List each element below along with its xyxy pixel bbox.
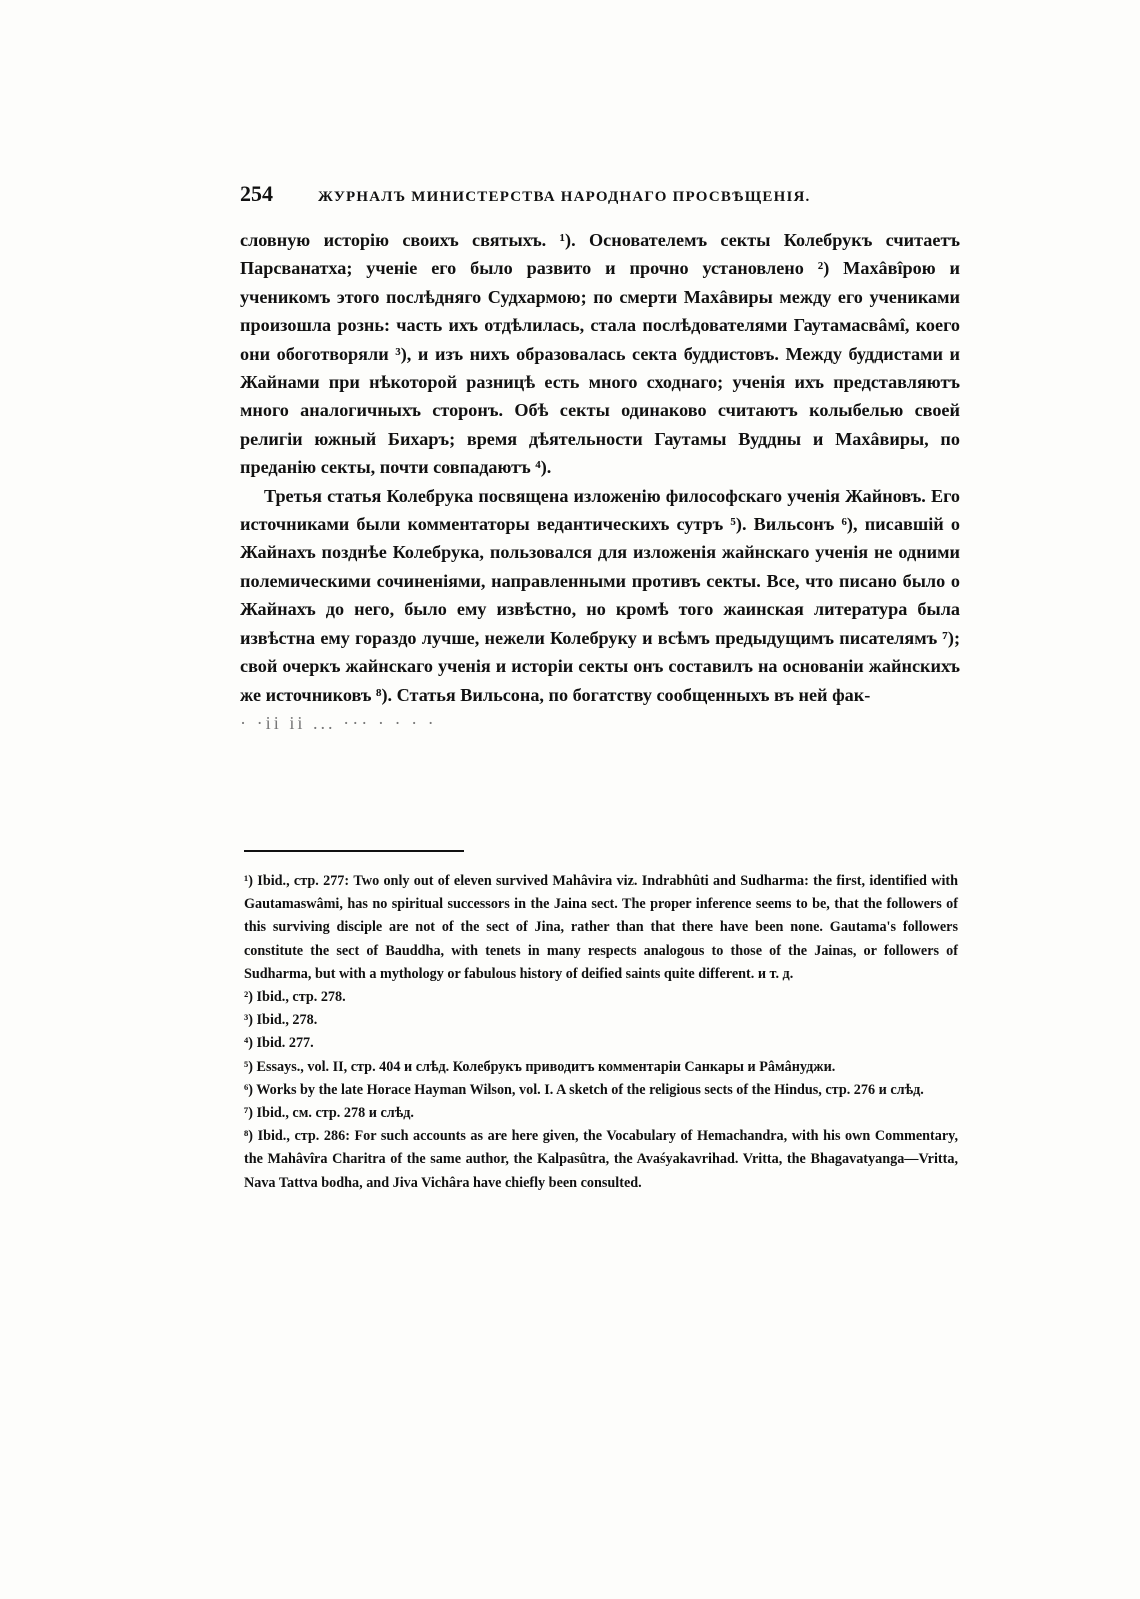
footnote-2 xyxy=(244,986,958,1009)
paragraph-1: словную исторію своихъ святыхъ. ¹). Основателемъ секты Колебрукъ считаетъ Парсванатха; ученіе его было развито и прочно установлено ²) Махâвîрою и ученикомъ этого послѣдняго Судхармою; по смерти Махâвиры между его учениками произошла рознь: часть ихъ отдѣлилась, стала послѣдователями Гаутамасвâмî, коего они обоготворяли ³), и изъ нихъ образовалась секта буддистовъ. Между буддистами и Жайнами при нѣкоторой разницѣ есть много сходнаго; ученія ихъ представляютъ много аналогичныхъ сторонъ. Обѣ секты одинаково считаютъ колыбелью своей религіи южный Бихаръ; время дѣятельности Гаутамы Вуддны и Махâвиры, по преданію секты, почти совпадаютъ ⁴). xyxy=(240,230,960,478)
footnote-mark: ⁴) xyxy=(244,1035,253,1052)
footnote-1 xyxy=(244,870,958,986)
footnote-text: Ibid. 277. xyxy=(256,1035,314,1052)
footnote-text: Ibid., стр. 278. xyxy=(256,989,346,1006)
footnote-text: Ibid., см. стр. 278 и слѣд. xyxy=(256,1105,414,1122)
footnote-7 xyxy=(244,1102,958,1125)
footnote-mark: ⁵) xyxy=(244,1058,253,1075)
footnote-5 xyxy=(244,1056,958,1079)
footnote-3 xyxy=(244,1009,958,1032)
footnote-mark: ⁷) xyxy=(244,1105,253,1122)
paragraph-2: Третья статья Колебрука посвящена изложенію философскаго ученія Жайновъ. Его источниками были комментаторы ведантическихъ сутръ ⁵). Вильсонъ ⁶), писавшій о Жайнахъ позднѣе Колебрука, пользовался для изложенія жайнскаго ученія не одними полемическими сочиненіями, направленными противъ секты. Все, что писано было о Жайнахъ до него, было ему извѣстно, но кромѣ того жаинская литература была извѣстна ему гораздо лучше, нежели Колебруку и всѣмъ предыдущимъ писателямъ ⁷); свой очеркъ жайнскаго ученія и исторіи секты онъ составилъ на основаніи жайнскихъ же источниковъ ⁸). Статья Вильсона, по богатству сообщенныхъ въ ней фак- xyxy=(240,485,960,705)
footnote-text: Ibid., 278. xyxy=(256,1012,318,1029)
footnote-6 xyxy=(244,1079,958,1102)
footnote-mark: ⁶) xyxy=(244,1081,253,1098)
footnote-mark: ³) xyxy=(244,1012,253,1029)
footnote-text: Works by the late Horace Hayman Wilson, vol. I. A sketch of the religious sects of the Hindus, стр. 276 и слѣд. xyxy=(256,1081,924,1098)
footnote-text: Ibid., стр. 286: For such accounts as are here given, the Vocabulary of Hemachandra, with his own Commentary, the Mahâvîra Charitra of the same author, the Kalpasûtra, the Avaśyakavrihad. Vritta, the Bhagavatyanga—Vritta, Nava Tattva bodha, and Jiva Vichâra have chiefly been consulted. xyxy=(244,1128,958,1191)
footnote-separator xyxy=(244,850,464,852)
running-title: ЖУРНАЛЪ МИНИСТЕРСТВА НАРОДНАГО ПРОСВѢЩЕНІЯ. xyxy=(318,189,811,205)
page-header xyxy=(240,181,940,211)
page-number: 254 xyxy=(240,181,273,206)
footnote-mark: ¹) xyxy=(244,873,253,889)
footnote-text: Ibid., стр. 277: Two only out of eleven survived Mahâvira viz. Indrabhûti and Sudharma: the first, identified with Gautamaswâmi, has no spiritual successors in the Jaina sect. The proper inference seems to be, that the followers of this surviving disciple are not of the sect of Jina, rather than that there have been none. Gautama's followers constitute the sect of Bauddha, with tenets in many respects analogous to those of the Jainas, or followers of Sudharma, but with a mythology or fabulous history of deified saints quite different. и т. д. xyxy=(244,873,959,982)
main-text xyxy=(240,226,960,731)
footnote-4 xyxy=(244,1032,958,1055)
trailing-fragment: · ·ii ii ... ··· · · · · xyxy=(240,712,437,731)
footnote-mark: ²) xyxy=(244,989,253,1006)
footnotes xyxy=(244,870,958,1195)
footnote-text: Essays., vol. II, стр. 404 и слѣд. Колебрукъ приводитъ комментаріи Санкары и Рâмâнуджи. xyxy=(256,1058,836,1075)
footnote-8 xyxy=(244,1125,958,1195)
footnote-mark: ⁸) xyxy=(244,1128,253,1145)
